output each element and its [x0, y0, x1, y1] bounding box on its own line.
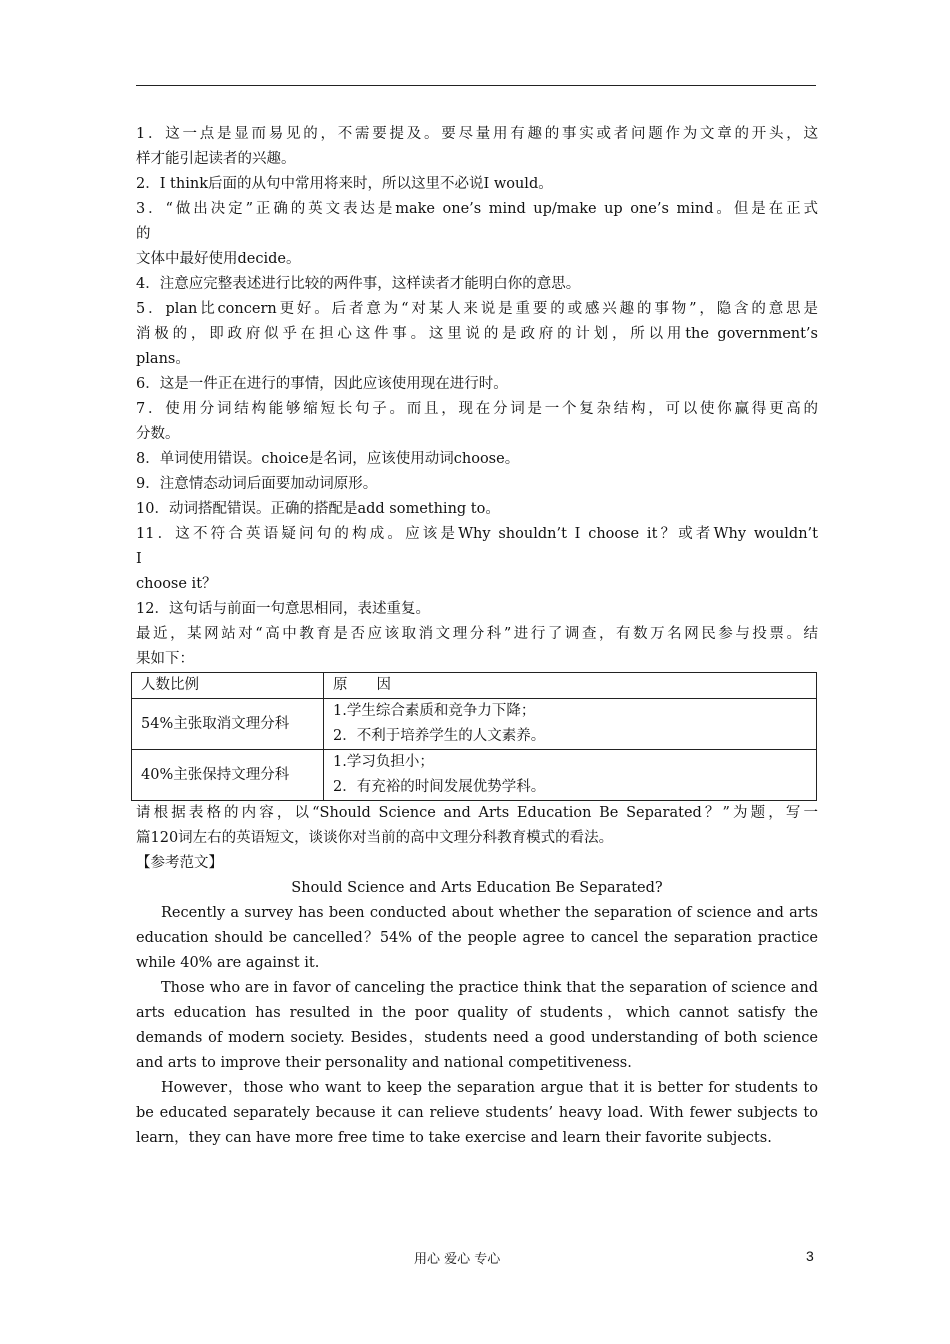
- reason-line: 2．不利于培养学生的人文素养。: [333, 728, 546, 744]
- table-cell-group: 40%主张保持文理分科: [132, 750, 324, 801]
- note-line: 的: [136, 226, 151, 242]
- note-line: I: [136, 551, 142, 567]
- note-line: 1．这一点是显而易见的，不需要提及。要尽量用有趣的事实或者问题作为文章的开头，这: [136, 126, 818, 142]
- footer-slogan: 用心 爱心 专心: [414, 1252, 501, 1267]
- essay-paragraph: Those who are in favor of canceling the practice think that the separation of science and arts education has resulted in the poor quality of students，which cannot satisfy the demands of modern society. Besides，students need a good understanding of both science and arts to improve their personality and national competitiveness.: [136, 980, 818, 1071]
- table-header-ratio: 人数比例: [132, 673, 324, 699]
- essay-title: Should Science and Arts Education Be Separated?: [291, 880, 663, 896]
- note-line: 8．单词使用错误。choice是名词，应该使用动词choose。: [136, 451, 520, 467]
- survey-intro-line: 最近，某网站对“高中教育是否应该取消文理分科”进行了调查，有数万名网民参与投票。结: [136, 626, 818, 642]
- table-cell-reasons: [324, 699, 817, 750]
- note-line: 3．“做出决定”正确的英文表达是make one’s mind up/make up one’s mind。但是在正式: [136, 201, 818, 217]
- note-line: 6．这是一件正在进行的事情，因此应该使用现在进行时。: [136, 376, 508, 392]
- reason-line: 2．有充裕的时间发展优势学科。: [333, 779, 546, 795]
- sample-essay: [136, 876, 818, 1151]
- notes-list: [136, 122, 818, 622]
- task-line: 请根据表格的内容，以“Should Science and Arts Education Be Separated？”为题，写一: [136, 805, 818, 821]
- note-line: plans。: [136, 351, 190, 367]
- note-line: 7．使用分词结构能够缩短长句子。而且，现在分词是一个复杂结构，可以使你赢得更高的: [136, 401, 818, 417]
- essay-paragraph: However，those who want to keep the separation argue that it is better for students to be educated separately because it can relieve students’ heavy load. With fewer subjects to learn，they can have more free time to take exercise and learn their favorite subjects.: [136, 1080, 818, 1146]
- note-line: 样才能引起读者的兴趣。: [136, 151, 296, 167]
- page-number: 3: [806, 1248, 814, 1264]
- survey-intro-line: 果如下：: [136, 651, 194, 667]
- note-line: 10．动词搭配错误。正确的搭配是add something to。: [136, 501, 500, 517]
- reason-line: 1.学生综合素质和竞争力下降；: [333, 703, 536, 719]
- note-line: 2．I think后面的从句中常用将来时，所以这里不必说I would。: [136, 176, 553, 192]
- note-line: 9．注意情态动词后面要加动词原形。: [136, 476, 378, 492]
- document-body: [136, 122, 818, 1151]
- table-cell-reasons: [324, 750, 817, 801]
- note-line: 消极的，即政府似乎在担心这件事。这里说的是政府的计划，所以用the government’s: [136, 326, 818, 342]
- note-line: choose it？: [136, 576, 217, 592]
- note-line: 11．这不符合英语疑问句的构成。应该是Why shouldn’t I choose it？或者Why wouldn’t: [136, 526, 818, 542]
- table-cell-group: 54%主张取消文理分科: [132, 699, 324, 750]
- table-row: [132, 699, 817, 750]
- note-line: 5．plan比concern更好。后者意为“对某人来说是重要的或感兴趣的事物”，隐含的意思是: [136, 301, 818, 317]
- survey-intro: [136, 622, 818, 672]
- task-line: 篇120词左右的英语短文，谈谈你对当前的高中文理分科教育模式的看法。: [136, 830, 614, 846]
- task-prompt: [136, 801, 818, 851]
- reason-line: 1.学习负担小；: [333, 754, 434, 770]
- note-line: 12．这句话与前面一句意思相同，表述重复。: [136, 601, 430, 617]
- table-row: [132, 750, 817, 801]
- note-line: 4．注意应完整表述进行比较的两件事，这样读者才能明白你的意思。: [136, 276, 581, 292]
- header-rule: [136, 85, 816, 86]
- table-header-row: [132, 673, 817, 699]
- table-header-reason: 原 因: [324, 673, 817, 699]
- note-line: 分数。: [136, 426, 180, 442]
- note-line: 文体中最好使用decide。: [136, 251, 301, 267]
- sample-heading: 【参考范文】: [136, 855, 223, 871]
- essay-paragraph: Recently a survey has been conducted about whether the separation of science and arts education should be cancelled？54% of the people agree to cancel the separation practice while 40% are against it.: [136, 905, 818, 971]
- survey-table: [131, 672, 817, 801]
